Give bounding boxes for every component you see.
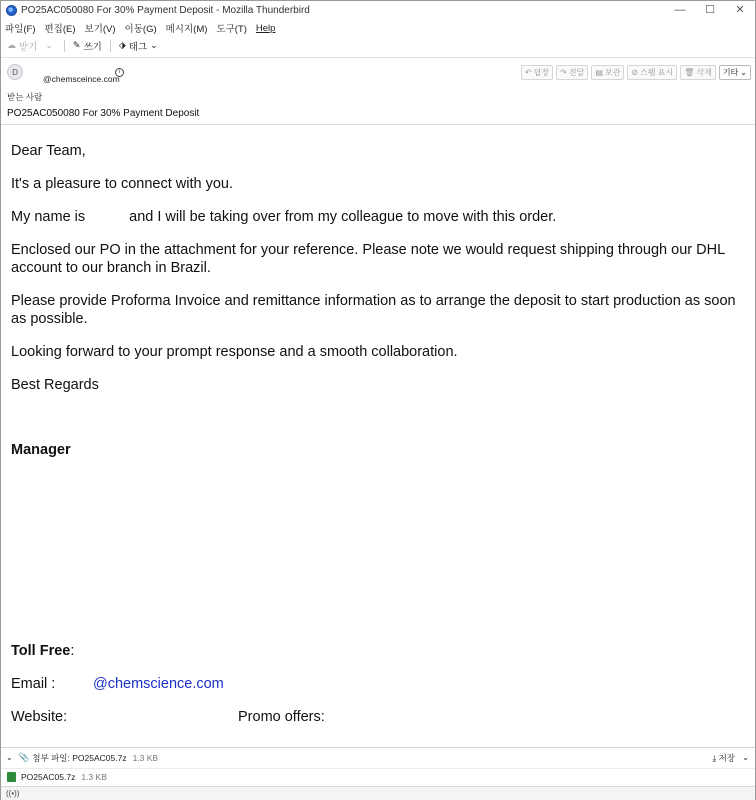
website-label: Website: [11,709,68,725]
website-line [11,708,749,726]
tag-icon: ⬗ [118,40,126,50]
toll-free-label: Toll Free [11,643,71,659]
more-label: 기타 [722,68,739,77]
more-button[interactable] [719,65,751,80]
menu-edit[interactable]: 편집(E) [44,24,76,35]
tag-label: 태그 [128,41,148,53]
tag-button[interactable] [119,39,161,53]
pencil-icon: ✎ [72,40,81,50]
closing: Best Regards [11,377,99,393]
attachment-bar [1,747,755,767]
paragraph-1: It's a pleasure to connect with you. [11,176,234,192]
archive-button[interactable] [591,65,624,80]
reply-icon: ↶ [524,68,532,77]
save-label: 저장 [718,752,735,763]
attachment-file-size: 1.3 KB [81,772,107,782]
forward-label: 전달 [568,68,585,77]
main-toolbar [1,37,755,54]
paragraph-5: Looking forward to your prompt response and a smooth collaboration. [11,344,458,360]
close-button[interactable]: ✕ [735,4,745,16]
menu-help[interactable]: Help [255,22,276,34]
forward-button[interactable] [556,65,588,80]
write-button[interactable] [73,39,102,53]
signature-title: Manager [11,442,71,458]
sender-address[interactable]: @chemsceince.com [43,74,120,84]
save-button[interactable] [712,752,735,764]
menu-go[interactable]: 이동(G) [124,24,157,35]
email-label: Email : [11,676,56,692]
attachment-list [1,768,755,785]
trash-icon: 🗑 [684,68,695,77]
menu-message[interactable]: 메시지(M) [165,24,208,35]
chevron-down-icon: ⌄ [150,40,158,50]
delete-label: 삭제 [696,68,712,77]
chevron-down-icon[interactable]: ⌄ [6,753,13,762]
attachment-summary[interactable]: 첨부 파일: PO25AC05.7z [32,752,127,763]
recipient-label: 받는 사람 [7,92,43,102]
toolbar-divider [110,40,111,52]
forward-icon: ↷ [560,68,567,77]
toolbar-divider [64,40,65,52]
maximize-button[interactable]: ☐ [705,4,715,16]
greeting: Dear Team, [11,143,86,159]
toll-free-colon: : [70,643,75,659]
reply-button[interactable] [521,65,553,80]
menu-bar [1,20,755,36]
message-subject: PO25AC050080 For 30% Payment Deposit [7,108,200,119]
title-bar [1,1,755,20]
archive-icon: ▤ [595,68,603,77]
contact-info-icon[interactable]: i [115,68,124,77]
download-icon: ☁ [7,40,16,50]
get-messages-label: 받기 [19,41,38,53]
paperclip-icon: 📎 [18,752,30,762]
online-status-icon[interactable]: ((•)) [6,789,20,798]
minimize-button[interactable]: — [674,4,686,16]
email-link[interactable]: @chemscience.com [93,676,224,692]
window-title: PO25AC050080 For 30% Payment Deposit - Mozilla Thunderbird [21,5,310,16]
menu-tools[interactable]: 도구(T) [216,24,247,35]
message-header [1,57,755,125]
archive-label: 보관 [604,68,621,77]
header-actions [518,65,751,80]
write-label: 쓰기 [83,41,102,53]
get-messages-dropdown[interactable] [45,40,56,51]
chevron-down-icon: ⌄ [740,68,747,77]
menu-view[interactable]: 보기(V) [84,24,116,35]
email-line [11,675,749,693]
sender-avatar: D [7,64,23,80]
junk-icon: ⊘ [631,68,639,77]
paragraph-2-start: My name is [11,209,86,225]
delete-button[interactable] [680,65,716,80]
thunderbird-app-icon [6,5,17,16]
junk-label: 스팸 표시 [640,68,674,77]
get-messages-button[interactable] [7,39,37,53]
chevron-down-icon[interactable]: ⌄ [742,753,749,762]
paragraph-2 [11,208,749,226]
paragraph-3: Enclosed our PO in the attachment for your reference. Please note we would request shipping through our DHL account to our branch in Brazil. [11,242,725,276]
archive-file-icon [7,772,16,782]
chevron-down-icon: ⌄ [45,40,53,50]
toll-free-line [11,642,749,660]
attachment-file-name[interactable]: PO25AC05.7z [21,772,76,782]
paragraph-2-end: and I will be taking over from my colleague to move with this order. [129,209,557,225]
save-icon: ⤓ [712,752,717,763]
reply-label: 답장 [533,68,550,77]
junk-button[interactable] [627,65,677,80]
status-bar [1,786,755,800]
message-body [11,142,749,741]
menu-file[interactable]: 파일(F) [5,24,36,35]
promo-label: Promo offers: [238,709,325,725]
paragraph-4: Please provide Proforma Invoice and remittance information as to arrange the deposit to start production as soon as possible. [11,293,736,327]
attachment-summary-size: 1.3 KB [132,752,159,763]
